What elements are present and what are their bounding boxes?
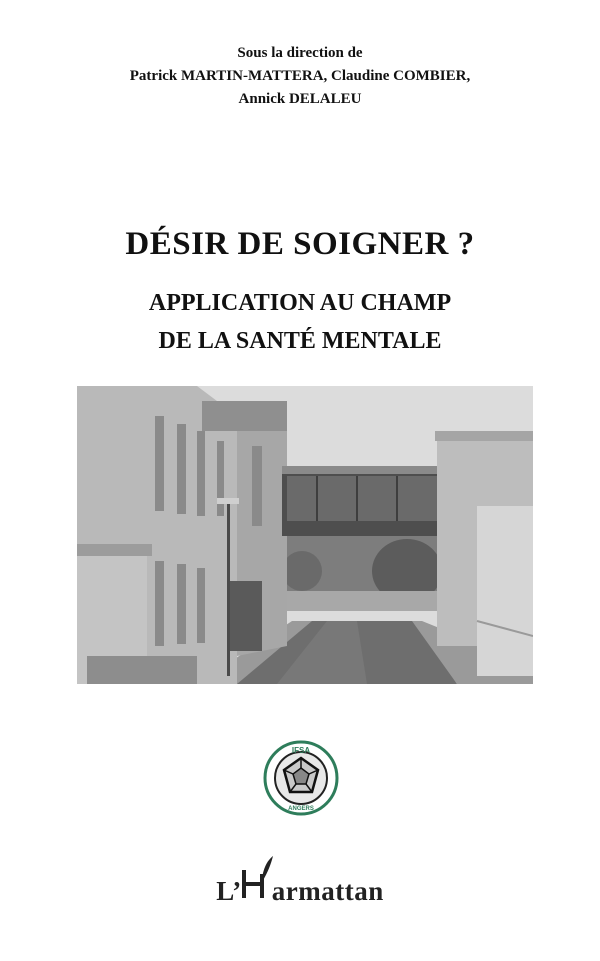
publisher-name-rest: armattan xyxy=(271,876,384,906)
editors-names-line2: Annick DELALEU xyxy=(238,91,362,107)
ifsa-emblem xyxy=(263,740,339,816)
cover-photo xyxy=(77,386,533,684)
publisher-prefix: L’ xyxy=(216,876,242,906)
emblem-top-text: IFSA xyxy=(291,746,311,755)
hospital-building-photo xyxy=(77,386,533,684)
emblem-bottom-text: ANGERS xyxy=(288,806,314,812)
book-title: DÉSIR DE SOIGNER ? xyxy=(125,226,475,262)
editors-names-line1: Patrick MARTIN-MATTERA, Claudine COMBIER, xyxy=(129,68,471,84)
subtitle-line1: APPLICATION AU CHAMP xyxy=(148,290,452,316)
ifsa-emblem-icon xyxy=(263,740,339,816)
subtitle-line2: DE LA SANTÉ MENTALE xyxy=(158,328,442,354)
publisher-logo xyxy=(0,856,600,907)
editors-intro: Sous la direction de xyxy=(237,45,363,61)
editors-block xyxy=(0,42,600,111)
book-subtitle xyxy=(0,284,600,360)
feather-h-icon xyxy=(240,856,274,907)
